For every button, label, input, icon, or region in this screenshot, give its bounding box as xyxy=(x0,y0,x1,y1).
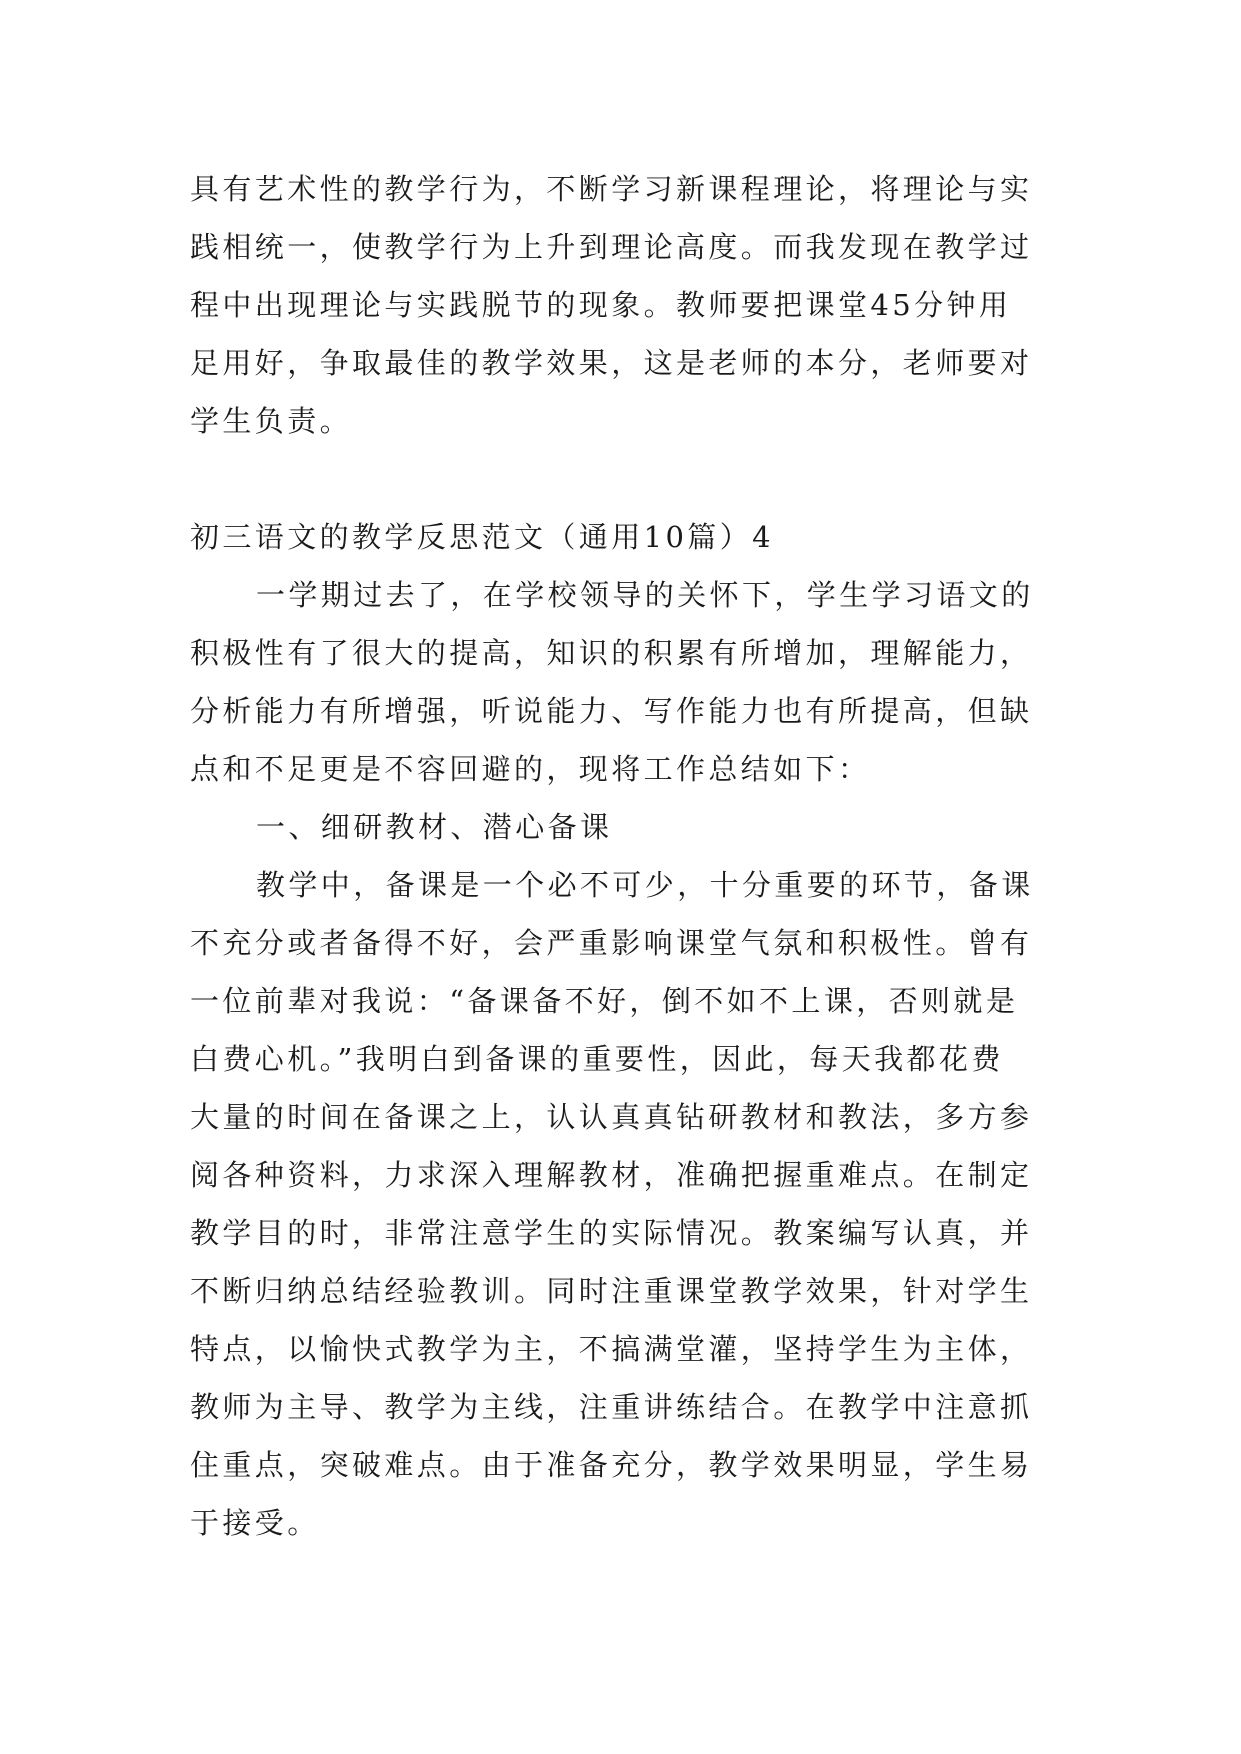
paragraph-continuation xyxy=(190,160,1050,450)
text-line: 一学期过去了，在学校领导的关怀下，学生学习语文的 xyxy=(256,578,1034,612)
text-line: 大量的时间在备课之上，认认真真钻研教材和教法，多方参 xyxy=(190,1100,1033,1134)
text-line: 于接受。 xyxy=(190,1506,320,1540)
text-line: 不断归纳总结经验教训。同时注重课堂教学效果，针对学生 xyxy=(190,1274,1033,1308)
text-line: 教学目的时，非常注意学生的实际情况。教案编写认真，并 xyxy=(190,1216,1033,1250)
section-title: 初三语文的教学反思范文（通用10篇）4 xyxy=(190,520,774,554)
text-line: 阅各种资料，力求深入理解教材，准确把握重难点。在制定 xyxy=(190,1158,1033,1192)
text-line: 点和不足更是不容回避的，现将工作总结如下： xyxy=(190,752,871,786)
text-line: 足用好，争取最佳的教学效果，这是老师的本分，老师要对 xyxy=(190,346,1033,380)
text-line: 教师为主导、教学为主线，注重讲练结合。在教学中注意抓 xyxy=(190,1390,1033,1424)
paragraph-intro xyxy=(190,566,1050,798)
text-line: 具有艺术性的教学行为，不断学习新课程理论，将理论与实 xyxy=(190,172,1033,206)
text-line: 分析能力有所增强，听说能力、写作能力也有所提高，但缺 xyxy=(190,694,1033,728)
text-line: 积极性有了很大的提高，知识的积累有所增加，理解能力， xyxy=(190,636,1033,670)
text-line: 一位前辈对我说：“备课备不好，倒不如不上课，否则就是 xyxy=(190,984,1019,1018)
text-line: 程中出现理论与实践脱节的现象。教师要把课堂45分钟用 xyxy=(190,288,1012,322)
paragraph-gap xyxy=(190,450,1050,508)
text-line: 教学中，备课是一个必不可少，十分重要的环节，备课 xyxy=(256,868,1034,902)
paragraph-preparation xyxy=(190,856,1050,1552)
subheading: 一、细研教材、潜心备课 xyxy=(256,810,613,844)
text-line: 白费心机。”我明白到备课的重要性，因此，每天我都花费 xyxy=(190,1042,1004,1076)
document-page xyxy=(190,160,1050,1552)
text-line: 学生负责。 xyxy=(190,404,353,438)
text-line: 不充分或者备得不好，会严重影响课堂气氛和积极性。曾有 xyxy=(190,926,1033,960)
text-line: 特点，以愉快式教学为主，不搞满堂灌，坚持学生为主体， xyxy=(190,1332,1033,1366)
text-line: 践相统一，使教学行为上升到理论高度。而我发现在教学过 xyxy=(190,230,1033,264)
text-line: 住重点，突破难点。由于准备充分，教学效果明显，学生易 xyxy=(190,1448,1033,1482)
